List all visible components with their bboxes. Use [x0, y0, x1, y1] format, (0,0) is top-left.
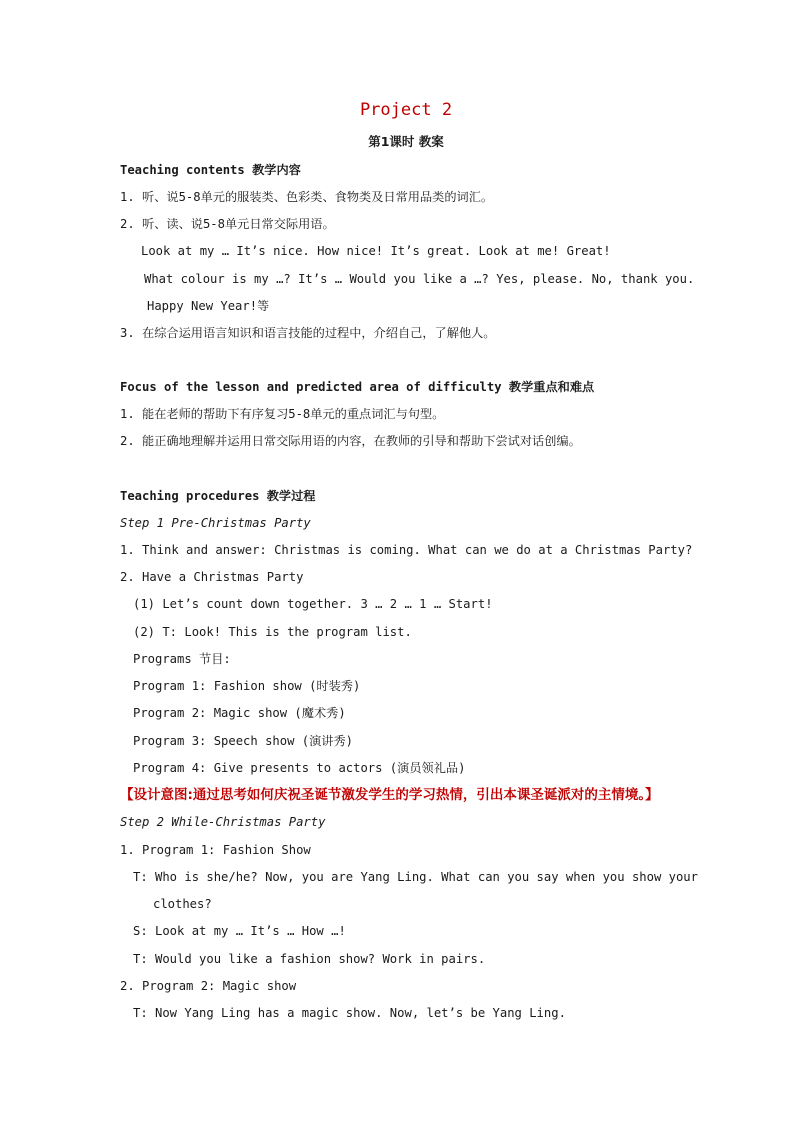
step-1-heading: Step 1 Pre-Christmas Party: [120, 516, 311, 530]
procedure-line: 2. Program 2: Magic show: [120, 979, 297, 993]
section-heading-teaching-contents: Teaching contents 教学内容: [120, 163, 301, 177]
procedure-line: (1) Let’s count down together. 3 … 2 … 1 … Start!: [133, 597, 493, 611]
procedure-line: 2. Have a Christmas Party: [120, 570, 304, 584]
dialogue-line: clothes?: [153, 897, 212, 911]
dialogue-line: T: Would you like a fashion show? Work in pairs.: [133, 952, 486, 966]
content-item-2: 2. 听、读、说5-8单元日常交际用语。: [120, 217, 335, 231]
dialogue-line: T: Now Yang Ling has a magic show. Now, let’s be Yang Ling.: [133, 1006, 566, 1020]
step-2-heading: Step 2 While-Christmas Party: [120, 815, 326, 829]
procedure-line: (2) T: Look! This is the program list.: [133, 625, 412, 639]
focus-item-1: 1. 能在老师的帮助下有序复习5-8单元的重点词汇与句型。: [120, 407, 445, 421]
section-heading-focus: Focus of the lesson and predicted area of difficulty 教学重点和难点: [120, 380, 595, 394]
program-item-3: Program 3: Speech show (演讲秀): [133, 734, 353, 748]
section-heading-procedures: Teaching procedures 教学过程: [120, 489, 316, 503]
design-intent-note: 【设计意图:通过思考如何庆祝圣诞节激发学生的学习热情，引出本课圣诞派对的主情境。】: [120, 787, 659, 803]
program-item-2: Program 2: Magic show (魔术秀): [133, 706, 346, 720]
document-subtitle: 第1课时 教案: [368, 134, 444, 149]
focus-item-2: 2. 能正确地理解并运用日常交际用语的内容，在教师的引导和帮助下尝试对话创编。: [120, 434, 581, 448]
phrase-line-2: What colour is my …? It’s … Would you like a …? Yes, please. No, thank you.: [144, 272, 695, 286]
programs-label: Programs 节目:: [133, 652, 231, 666]
phrase-line-1: Look at my … It’s nice. How nice! It’s great. Look at me! Great!: [141, 244, 611, 258]
content-item-1: 1. 听、说5-8单元的服装类、色彩类、食物类及日常用品类的词汇。: [120, 190, 494, 204]
procedure-line: 1. Program 1: Fashion Show: [120, 843, 311, 857]
dialogue-line: T: Who is she/he? Now, you are Yang Ling. What can you say when you show your: [133, 870, 698, 884]
procedure-line: 1. Think and answer: Christmas is coming. What can we do at a Christmas Party?: [120, 543, 693, 557]
document-title: Project 2: [359, 100, 453, 120]
program-item-1: Program 1: Fashion show (时装秀): [133, 679, 361, 693]
phrase-line-3: Happy New Year!等: [147, 299, 270, 313]
content-item-3: 3. 在综合运用语言知识和语言技能的过程中，介绍自己，了解他人。: [120, 326, 496, 340]
dialogue-line: S: Look at my … It’s … How …!: [133, 924, 346, 938]
program-item-4: Program 4: Give presents to actors (演员领礼品): [133, 761, 466, 775]
